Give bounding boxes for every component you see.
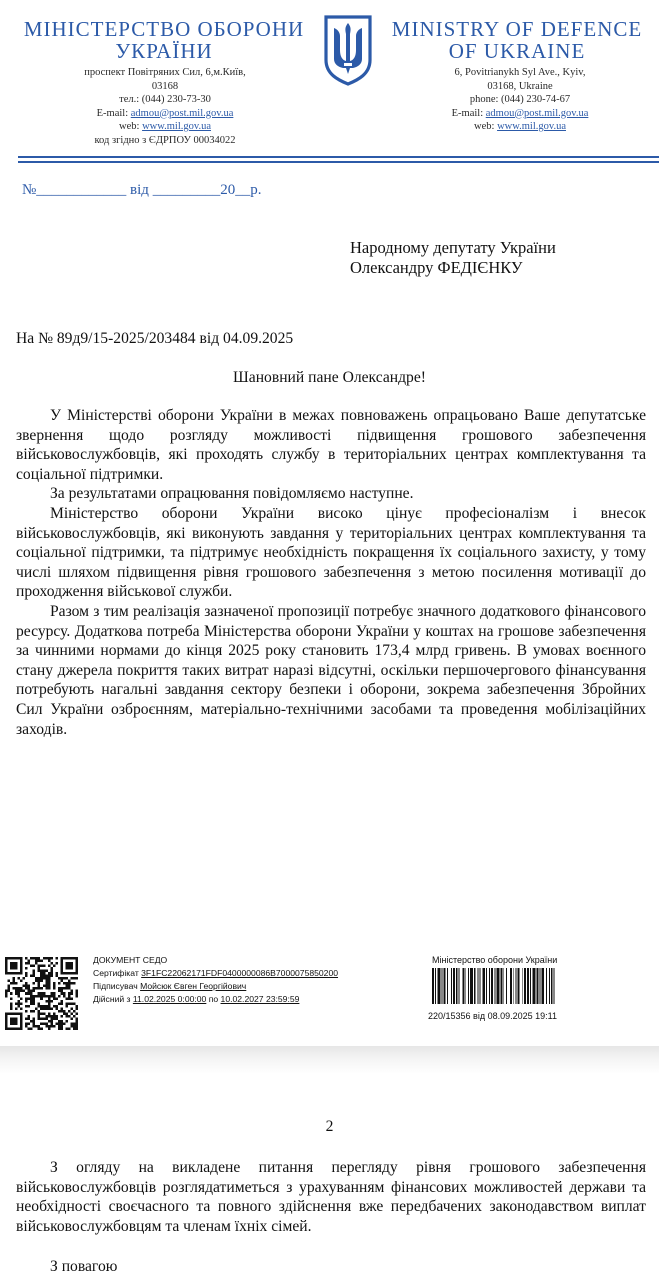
contact-en	[404, 66, 636, 134]
phone-en: phone: (044) 230-74-67	[469, 94, 571, 105]
barcode	[432, 968, 582, 1004]
barcode-registration: 220/15356 від 08.09.2025 19:11	[428, 1011, 557, 1021]
edms-signature-block	[93, 954, 413, 1006]
email-link-en[interactable]: admou@post.mil.gov.ua	[485, 107, 589, 119]
email-row-en	[404, 107, 636, 121]
signer-row	[93, 980, 413, 993]
letterhead-divider-top	[18, 156, 659, 158]
ministry-title-ua-line1: МІНІСТЕРСТВО ОБОРОНИ	[23, 17, 305, 41]
paragraph: З огляду на викладене питання перегляду рівня грошового забезпечення військовослужбовців розглядатиметься з урахуванням фінансових можливостей держави та необхідності своєчасного та повного здійснення вже передбачених законодавством виплат військовослужбовцям та членам їхніх сімей.	[16, 1159, 646, 1235]
paragraph: У Міністерстві оборони України в межах повноважень опрацьовано Ваше депутатське звернення щодо розгляду можливості підвищення грошового забезпечення військовослужбовців, які проходять службу в територіальних центрах комплектування та соціальної підтримки.	[16, 407, 646, 483]
validity-row	[93, 993, 413, 1006]
certificate-row	[93, 967, 413, 980]
validity-to-label: по	[206, 994, 221, 1004]
addressee-line2: Олександру ФЕДІЄНКУ	[350, 258, 523, 277]
ministry-title-en-line1: MINISTRY OF DEFENCE	[391, 17, 643, 41]
page-break	[0, 1046, 659, 1074]
certificate-label: Сертифікат	[93, 968, 142, 978]
barcode-org: Міністерство оборони України	[432, 955, 558, 965]
address-en-line1: 6, Povitrianykh Syl Ave., Kyiv,	[454, 67, 586, 78]
qr-code	[5, 957, 78, 1030]
phone-ua: тел.: (044) 230-73-30	[119, 94, 211, 105]
web-link-ua[interactable]: www.mil.gov.ua	[142, 121, 211, 132]
salutation: Шановний пане Олександре!	[233, 369, 426, 386]
reference-line: На № 89д9/15-2025/203484 від 04.09.2025	[16, 330, 294, 347]
ministry-title-ua-line2: УКРАЇНИ	[115, 39, 213, 63]
email-label-ua: E-mail:	[96, 107, 131, 119]
paragraph: Міністерство оборони України високо цінує професіоналізм і внесок військовослужбовців, які виконують завдання у територіальних центрах комплектування та соціальної підтримки, та підтримує необхідність покращення їх соціального захисту, у тому числі шляхом підвищення рівня грошового забезпечення з метою посилення мотивації до проходження військової служби.	[16, 504, 646, 601]
signer-value: Мойсюк Євген Георгійович	[140, 981, 247, 991]
addressee-line1: Народному депутату України	[350, 238, 556, 257]
web-label-ua: web:	[119, 121, 143, 132]
web-link-en[interactable]: www.mil.gov.ua	[497, 121, 566, 132]
page2-body	[16, 1158, 646, 1236]
address-ua-line2: 03168	[151, 80, 179, 92]
email-label-en: E-mail:	[451, 107, 486, 119]
addressee	[350, 238, 556, 278]
coat-of-arms-icon	[322, 14, 374, 86]
edrpou-code: код згідно з ЄДРПОУ 00034022	[94, 134, 236, 146]
contact-ua	[40, 66, 290, 147]
address-en-line2: 03168, Ukraine	[487, 80, 553, 92]
ministry-title-ua	[18, 18, 310, 62]
ministry-title-en	[386, 18, 648, 62]
closing: З повагою	[50, 1258, 118, 1275]
valid-to: 10.02.2027 23:59:59	[220, 994, 300, 1004]
email-link-ua[interactable]: admou@post.mil.gov.ua	[130, 107, 234, 119]
paragraph: Разом з тим реалізація зазначеної пропозиції потребує значного додаткового фінансового ресурсу. Додаткова потреба Міністерства оборони України у коштах на грошове забезпечення за чинними нормами до кінця 2025 року становить 173,4 млрд гривень. В умовах воєнного стану джерела покриття таких витрат наразі відсутні, оскільки першочергового фінансування потребують нагальні завдання сектору безпеки і оборони, зокрема забезпечення Збройних Сил України озброєнням, матеріально-технічними засобами та проведення мобілізаційних заходів.	[16, 602, 646, 738]
web-row-en	[404, 120, 636, 134]
web-label-en: web:	[474, 121, 498, 132]
letter-body	[16, 406, 646, 739]
validity-label: Дійсний з	[93, 994, 133, 1004]
registration-line: №____________ від _________20__р.	[22, 182, 262, 198]
email-row-ua	[40, 107, 290, 121]
signature-heading: ДОКУМЕНТ СЕДО	[93, 955, 168, 965]
ministry-title-en-line2: OF UKRAINE	[448, 39, 586, 63]
signer-label: Підписувач	[93, 981, 141, 991]
valid-from: 11.02.2025 0:00:00	[132, 994, 207, 1004]
page-number: 2	[325, 1118, 334, 1135]
paragraph: За результатами опрацювання повідомляємо наступне.	[50, 485, 414, 503]
certificate-value: 3F1FC22062171FDF0400000086B7000075850200	[141, 968, 339, 978]
web-row-ua	[40, 120, 290, 134]
address-ua-line1: проспект Повітряних Сил, 6,м.Київ,	[84, 67, 246, 78]
letterhead-divider-bottom	[18, 161, 659, 163]
